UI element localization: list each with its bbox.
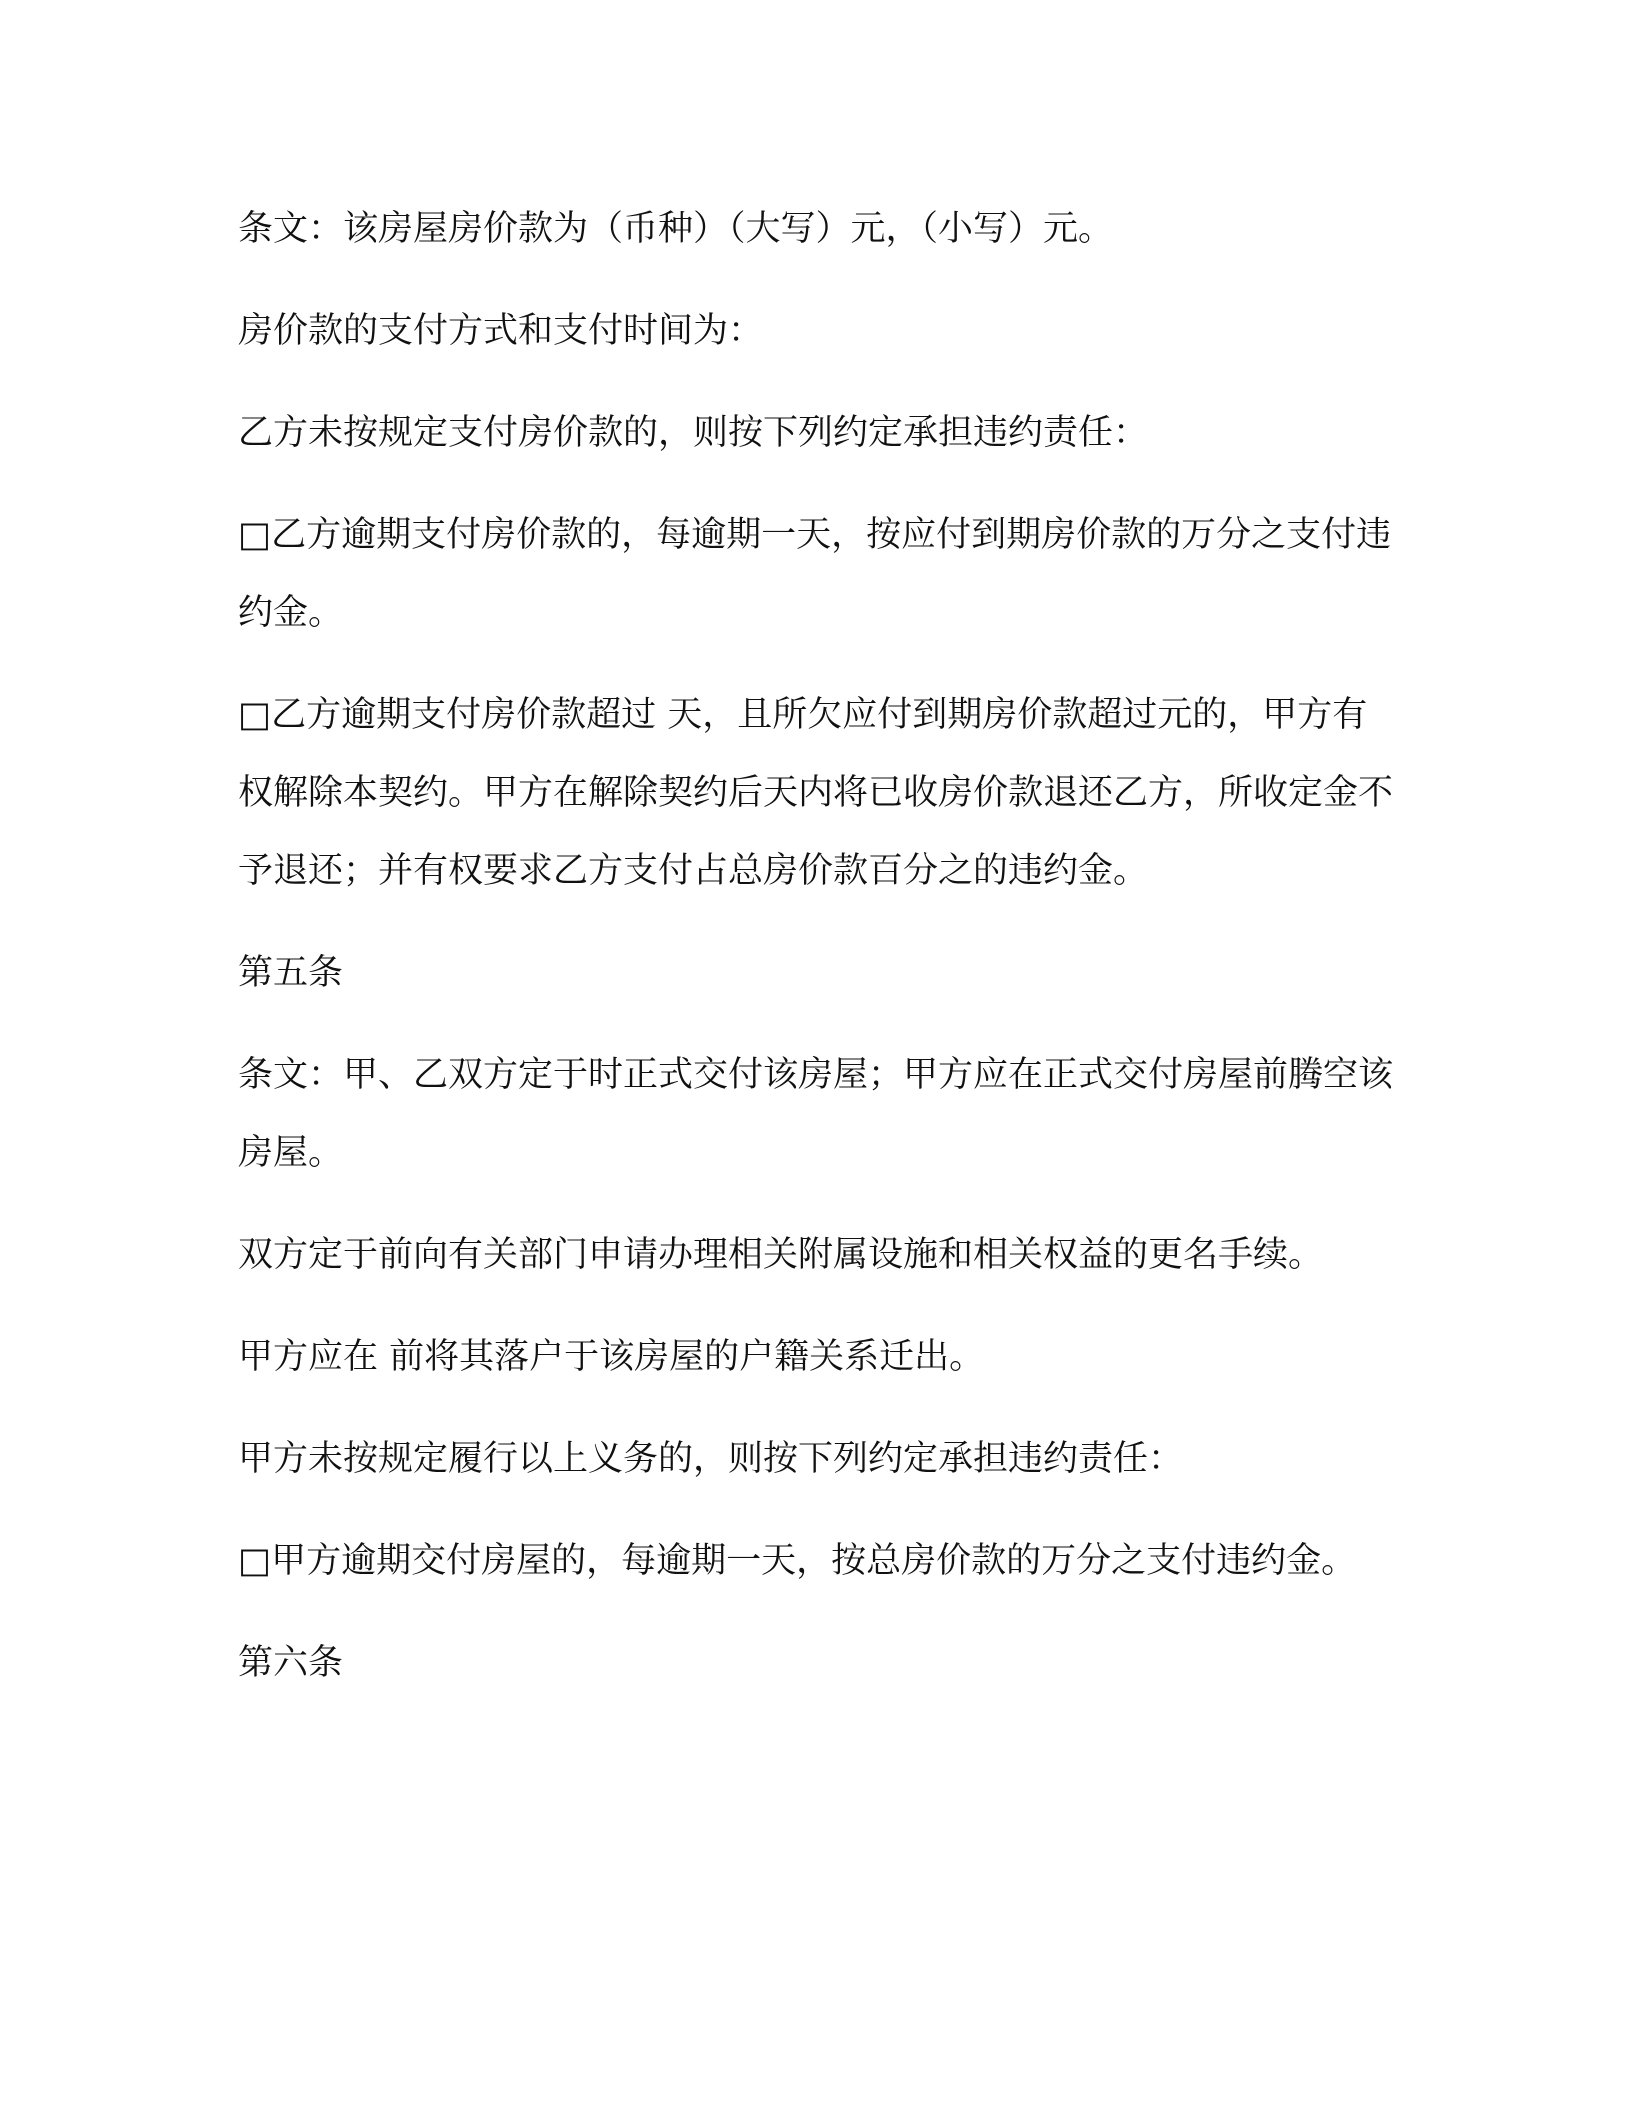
paragraph-name-change: 双方定于前向有关部门申请办理相关附属设施和相关权益的更名手续。 bbox=[238, 1235, 1324, 1275]
heading-article-five: 第五条 bbox=[238, 953, 344, 993]
document-body bbox=[238, 190, 1398, 1726]
paragraph-seller-late-delivery: □甲方逾期交付房屋的，每逾期一天，按总房价款的万分之支付违约金。 bbox=[238, 1541, 1357, 1581]
paragraph-price-clause: 条文：该房屋房价款为（币种）（大写）元，（小写）元。 bbox=[238, 209, 1114, 249]
paragraph-household-registration: 甲方应在 前将其落户于该房屋的户籍关系迁出。 bbox=[238, 1337, 985, 1377]
paragraph-buyer-late-payment: □乙方逾期支付房价款的，每逾期一天，按应付到期房价款的万分之支付违约金。 bbox=[238, 515, 1392, 633]
paragraph-buyer-liability: 乙方未按规定支付房价款的，则按下列约定承担违约责任： bbox=[238, 413, 1149, 453]
heading-article-six: 第六条 bbox=[238, 1643, 344, 1683]
paragraph-payment-method: 房价款的支付方式和支付时间为： bbox=[238, 311, 764, 351]
paragraph-delivery-clause: 条文：甲、乙双方定于时正式交付该房屋；甲方应在正式交付房屋前腾空该房屋。 bbox=[238, 1055, 1394, 1173]
paragraph-seller-liability: 甲方未按规定履行以上义务的，则按下列约定承担违约责任： bbox=[238, 1439, 1184, 1479]
paragraph-buyer-termination: □乙方逾期支付房价款超过 天，且所欠应付到期房价款超过元的，甲方有权解除本契约。甲方在解除契约后天内将已收房价款退还乙方，所收定金不予退还；并有权要求乙方支付占总房价款百分之的违约金。 bbox=[238, 695, 1394, 891]
